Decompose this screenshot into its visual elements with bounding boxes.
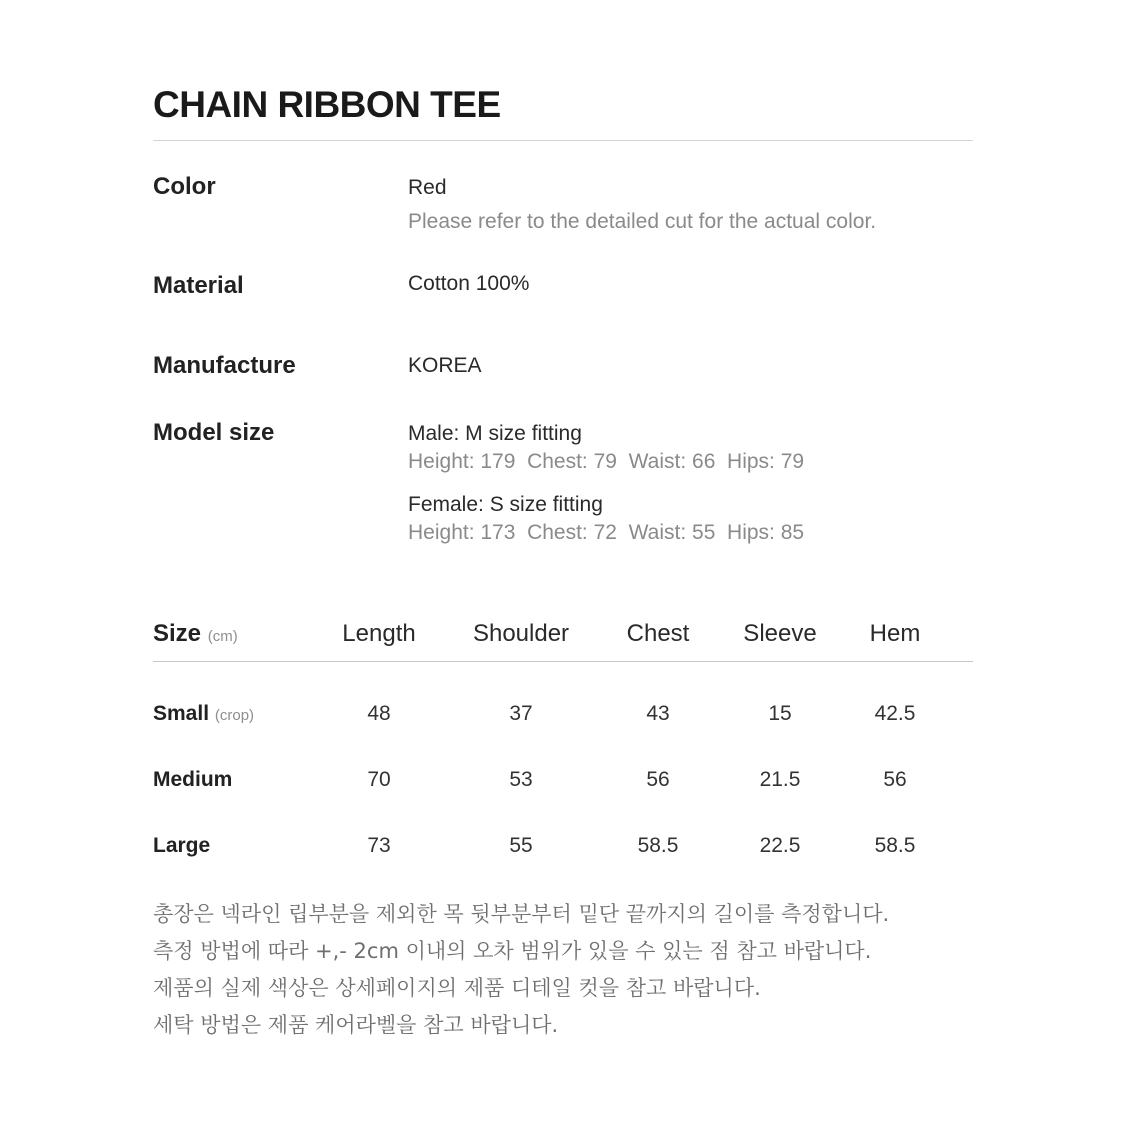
- product-title: CHAIN RIBBON TEE: [153, 84, 501, 125]
- male-measures: Height: 179 Chest: 79 Waist: 66 Hips: 79: [408, 450, 805, 473]
- color-value: Red: [408, 176, 447, 199]
- note-line: 세탁 방법은 제품 케어라벨을 참고 바랍니다.: [153, 1013, 559, 1037]
- column-header-shoulder: Shoulder: [472, 620, 570, 647]
- size-header-unit: (cm): [207, 628, 238, 645]
- female-fit: Female: S size fitting: [408, 493, 603, 516]
- table-header-divider: [153, 661, 973, 662]
- table-cell: 58.5: [874, 834, 916, 857]
- table-cell: 70: [367, 768, 391, 791]
- table-cell: 55: [509, 834, 533, 857]
- row-name: Medium: [153, 768, 233, 791]
- column-header-sleeve: Sleeve: [743, 620, 817, 647]
- size-header-label: Size: [153, 620, 202, 647]
- model-size-female: [408, 491, 804, 547]
- manufacture-label: Manufacture: [153, 352, 296, 379]
- table-cell: 56: [883, 768, 907, 791]
- table-cell: 73: [367, 834, 391, 857]
- row-note: (crop): [214, 707, 255, 724]
- material-value: Cotton 100%: [408, 272, 530, 295]
- female-measures: Height: 173 Chest: 72 Waist: 55 Hips: 85: [408, 521, 805, 544]
- note-line: 측정 방법에 따라 +,- 2cm 이내의 오차 범위가 있을 수 있는 점 참고 바랍니다.: [153, 939, 872, 963]
- row-label-large: [153, 834, 210, 858]
- table-cell: 56: [646, 768, 670, 791]
- table-cell: 58.5: [637, 834, 679, 857]
- table-cell: 53: [509, 768, 533, 791]
- color-note: Please refer to the detailed cut for the actual color.: [408, 210, 877, 233]
- column-header-hem: Hem: [869, 620, 921, 647]
- table-cell: 42.5: [874, 702, 916, 725]
- note-line: 제품의 실제 색상은 상세페이지의 제품 디테일 컷을 참고 바랍니다.: [153, 976, 761, 1000]
- table-cell: 21.5: [759, 768, 801, 791]
- row-label-medium: [153, 768, 232, 792]
- table-cell: 43: [646, 702, 670, 725]
- model-size-male: [408, 420, 804, 476]
- row-name: Small: [153, 702, 210, 725]
- manufacture-value: KOREA: [408, 354, 482, 377]
- male-fit: Male: M size fitting: [408, 422, 582, 445]
- table-cell: 48: [367, 702, 391, 725]
- title-divider: [153, 140, 973, 141]
- model-size-label: Model size: [153, 419, 275, 446]
- size-header: [153, 620, 238, 648]
- color-label: Color: [153, 173, 216, 200]
- row-name: Large: [153, 834, 211, 857]
- table-cell: 15: [768, 702, 792, 725]
- material-label: Material: [153, 272, 244, 299]
- table-cell: 37: [509, 702, 533, 725]
- row-label-small: [153, 702, 254, 726]
- table-cell: 22.5: [759, 834, 801, 857]
- column-header-chest: Chest: [626, 620, 690, 647]
- column-header-length: Length: [342, 620, 416, 647]
- color-value-block: [408, 174, 876, 236]
- note-line: 총장은 넥라인 립부분을 제외한 목 뒷부분부터 밑단 끝까지의 길이를 측정합니다.: [153, 902, 890, 926]
